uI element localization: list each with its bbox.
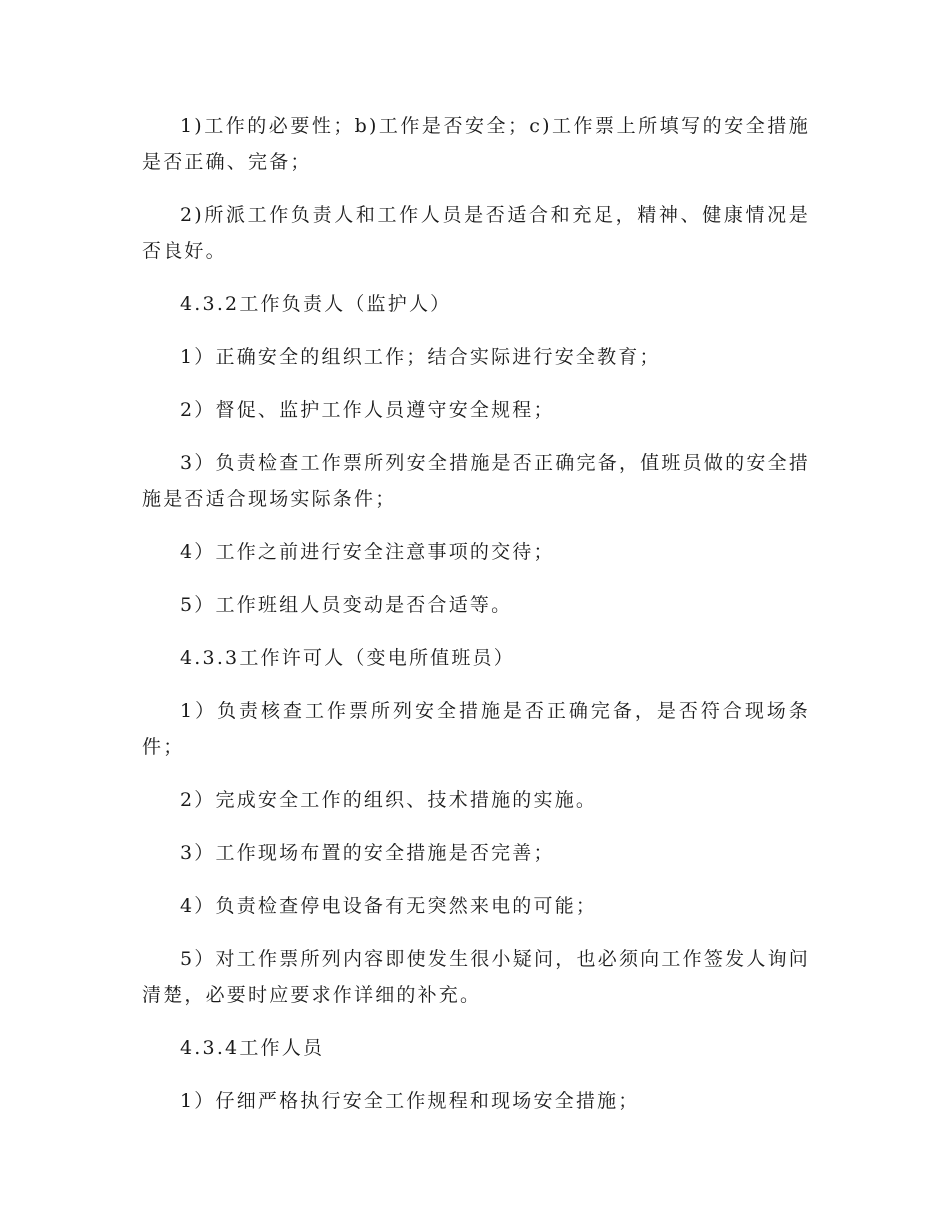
- paragraph-permit-duty-1: 1）负责核查工作票所列安全措施是否正确完备，是否符合现场条件；: [142, 700, 810, 758]
- paragraph-leader-duty-5: 5）工作班组人员变动是否合适等。: [180, 594, 513, 616]
- paragraph-permit-duty-2: 2）完成安全工作的组织、技术措施的实施。: [180, 789, 598, 811]
- paragraph-permit-duty-3: 3）工作现场布置的安全措施是否完善；: [180, 842, 555, 864]
- document-body: [142, 108, 810, 1136]
- paragraph-signer-duty-1: 1)工作的必要性；b)工作是否安全；c)工作票上所填写的安全措施是否正确、完备；: [142, 115, 810, 173]
- paragraph-signer-duty-2: 2)所派工作负责人和工作人员是否适合和充足，精神、健康情况是否良好。: [142, 204, 810, 262]
- paragraph-leader-duty-1: 1）正确安全的组织工作；结合实际进行安全教育；: [180, 346, 661, 368]
- paragraph-leader-duty-4: 4）工作之前进行安全注意事项的交待；: [180, 541, 555, 563]
- section-heading-4-3-3: 4.3.3工作许可人（变电所值班员）: [180, 647, 515, 669]
- paragraph-permit-duty-5: 5）对工作票所列内容即使发生很小疑问，也必须向工作签发人询问清楚，必要时应要求作详细的补充。: [142, 948, 810, 1006]
- paragraph-worker-duty-1: 1）仔细严格执行安全工作规程和现场安全措施；: [180, 1090, 640, 1112]
- paragraph-leader-duty-3: 3）负责检查工作票所列安全措施是否正确完备，值班员做的安全措施是否适合现场实际条件；: [142, 452, 810, 510]
- section-heading-4-3-4: 4.3.4工作人员: [180, 1037, 325, 1059]
- paragraph-leader-duty-2: 2）督促、监护工作人员遵守安全规程；: [180, 399, 555, 421]
- section-heading-4-3-2: 4.3.2工作负责人（监护人）: [180, 293, 452, 315]
- paragraph-permit-duty-4: 4）负责检查停电设备有无突然来电的可能；: [180, 895, 598, 917]
